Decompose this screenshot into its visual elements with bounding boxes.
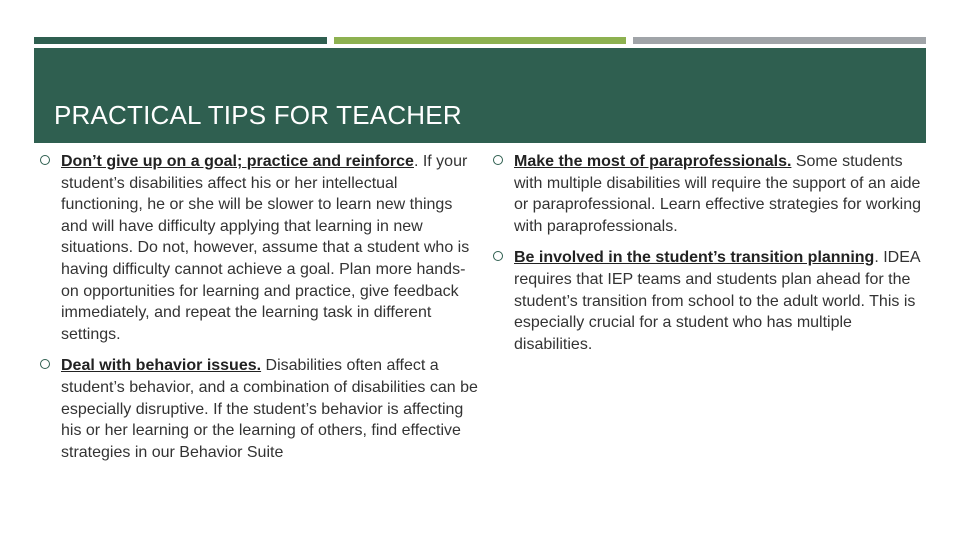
left-column	[38, 151, 480, 473]
bullet-body: Some students with multiple disabilities will require the support of an aide or paraprofessional. Learn effective strategies for working with paraprofessionals.	[514, 153, 922, 235]
accent-bar-light-green	[334, 37, 626, 44]
bullet-lead: Deal with behavior issues.	[61, 357, 262, 375]
bullet-item-behavior	[38, 355, 480, 463]
slide-title: PRACTICAL TIPS FOR TEACHER	[54, 100, 462, 130]
bullet-item-paraprofessionals	[491, 151, 931, 237]
accent-bar-gray	[633, 37, 926, 44]
bullet-lead: Make the most of paraprofessionals.	[514, 153, 792, 170]
bullet-text	[61, 151, 480, 345]
bullet-body: . IDEA requires that IEP teams and students plan ahead for the student’s transition from school to the adult world. This is especially crucial for a student who has multiple disabilities.	[514, 249, 920, 353]
title-banner	[34, 48, 926, 143]
circle-bullet-icon	[493, 155, 503, 165]
right-column	[491, 151, 931, 365]
bullet-lead: Don’t give up on a goal; practice and reinforce	[61, 153, 414, 170]
bullet-body: . If your student’s disabilities affect his or her intellectual functioning, he or she will be slower to learn new things and will have difficulty applying that learning in new situations. Do not, however, assume that a student who is having difficulty cannot achieve a goal. Plan more hands-on opportunities for learning and practice, give feedback immediately, and repeat the learning task in different settings.	[61, 153, 470, 343]
circle-bullet-icon	[493, 251, 503, 261]
bullet-item-goal	[38, 151, 480, 345]
bullet-text	[514, 247, 931, 355]
bullet-lead: Be involved in the student’s transition planning	[514, 249, 875, 267]
circle-bullet-icon	[40, 359, 50, 369]
circle-bullet-icon	[40, 155, 50, 165]
bullet-text	[61, 355, 480, 463]
bullet-text	[514, 151, 931, 237]
bullet-item-transition	[491, 247, 931, 355]
accent-bar-dark-green	[34, 37, 327, 44]
bullet-body: Disabilities often affect a student’s behavior, and a combination of disabilities can be especially disruptive. If the student’s behavior is affecting his or her learning or the learning of others, find effective strategies in our Behavior Suite	[61, 357, 478, 461]
